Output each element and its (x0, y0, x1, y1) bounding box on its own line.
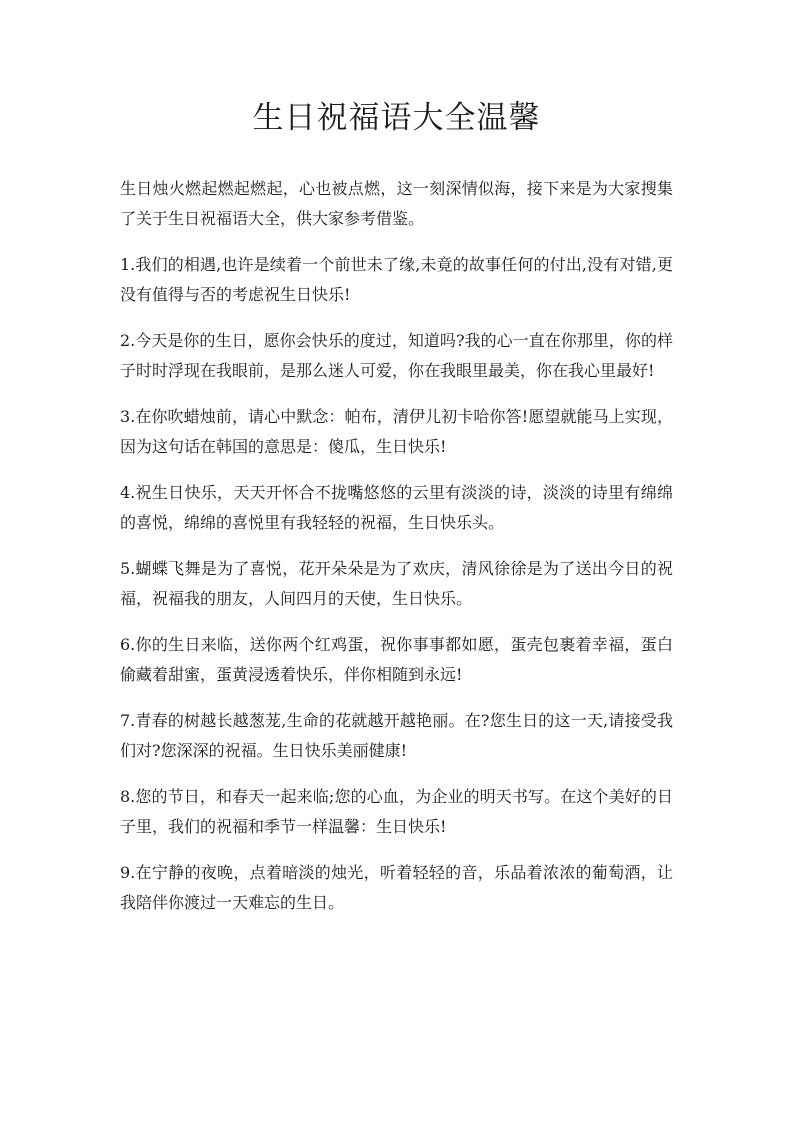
wish-item-1: 1.我们的相遇,也许是续着一个前世未了缘,未竟的故事任何的付出,没有对错,更没有值得与否的考虑祝生日快乐! (120, 255, 673, 304)
wish-item-5: 5.蝴蝶飞舞是为了喜悦，花开朵朵是为了欢庆，清风徐徐是为了送出今日的祝福，祝福我的朋友，人间四月的天使，生日快乐。 (120, 559, 673, 608)
wish-item-3: 3.在你吹蜡烛前，请心中默念：帕布，清伊儿初卡哈你答!愿望就能马上实现，因为这句话在韩国的意思是：傻瓜，生日快乐! (120, 407, 673, 456)
wish-item-9: 9.在宁静的夜晚，点着暗淡的烛光，听着轻轻的音，乐品着浓浓的葡萄酒，让我陪伴你渡过一天难忘的生日。 (120, 863, 673, 912)
intro-paragraph: 生日烛火燃起燃起燃起，心也被点燃，这一刻深情似海，接下来是为大家搜集了关于生日祝福语大全，供大家参考借鉴。 (120, 179, 673, 228)
wish-item-8: 8.您的节日，和春天一起来临;您的心血，为企业的明天书写。在这个美好的日子里，我们的祝福和季节一样温馨：生日快乐! (120, 787, 673, 836)
wish-item-7: 7.青春的树越长越葱茏,生命的花就越开越艳丽。在?您生日的这一天,请接受我们对?您深深的祝福。生日快乐美丽健康! (120, 711, 673, 760)
page-title: 生日祝福语大全温馨 (252, 100, 541, 136)
wish-item-6: 6.你的生日来临，送你两个红鸡蛋，祝你事事都如愿，蛋壳包裹着幸福，蛋白偷藏着甜蜜，蛋黄浸透着快乐，伴你相随到永远! (120, 635, 673, 684)
wish-item-2: 2.今天是你的生日，愿你会快乐的度过，知道吗?我的心一直在你那里，你的样子时时浮现在我眼前，是那么迷人可爱，你在我眼里最美，你在我心里最好! (120, 331, 673, 380)
wish-item-4: 4.祝生日快乐，天天开怀合不拢嘴悠悠的云里有淡淡的诗，淡淡的诗里有绵绵的喜悦，绵绵的喜悦里有我轻轻的祝福，生日快乐头。 (120, 483, 673, 532)
